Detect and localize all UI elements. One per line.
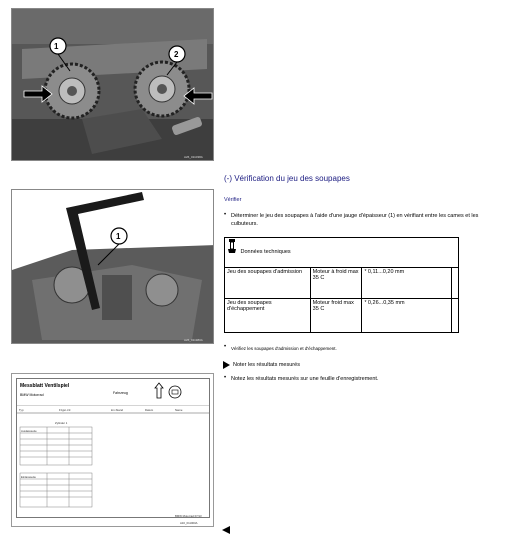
- measurement-sheet-image: [11, 373, 214, 527]
- sheet-frame: [16, 378, 210, 518]
- sheet-grid: [17, 405, 209, 517]
- feeler-gauge-illustration: [12, 190, 214, 344]
- result-arrow-icon: [223, 361, 230, 369]
- back-arrow-icon[interactable]: [222, 526, 230, 534]
- sheet-col-name: Name: [175, 408, 183, 412]
- row-value-intake: 0,11...0,20 mm: [367, 269, 405, 275]
- subheading-check: Vérifier: [224, 197, 242, 203]
- sheet-title: Messblatt Ventilspiel: [20, 383, 70, 389]
- row-cond-exhaust: Moteur froid max 35 C: [310, 299, 362, 333]
- photo-feeler-gauge: [11, 189, 214, 344]
- sheet-col-km: km-Stand: [111, 408, 123, 412]
- row-value-exhaust-cell: [362, 299, 452, 333]
- callout-2: 2: [174, 50, 179, 59]
- sheet-col-vin: Fzgst.-Nr.: [59, 408, 72, 412]
- tech-header: Données techniques: [240, 249, 291, 256]
- sheet-section-exhaust: Auslassseite: [21, 429, 37, 433]
- row-label-intake: Jeu des soupapes d'admission: [225, 268, 311, 299]
- row-mark-exhaust: *: [364, 300, 367, 306]
- sheet-footer-left: BMW Motorrad 07/13: [175, 514, 202, 518]
- sheet-ref-code: A16_011000A: [180, 521, 198, 525]
- row-mark-intake: *: [364, 269, 367, 275]
- row-cond-intake: Moteur à froid max 35 C: [310, 268, 362, 299]
- row-empty-intake: [451, 268, 458, 299]
- note-results: Noter les résultats mesurés: [233, 362, 300, 368]
- row-label-exhaust: Jeu des soupapes d'échappement: [225, 299, 311, 333]
- sheet-subtitle: BMW Motorrad: [20, 393, 44, 397]
- bullet-3: •: [224, 375, 227, 381]
- sheet-col-type: Typ: [19, 408, 24, 412]
- technical-data-table: [224, 237, 459, 333]
- table-row: [225, 268, 459, 299]
- camshaft-illustration: [12, 9, 214, 161]
- photo-ref-code: A26_011038A: [184, 155, 203, 159]
- sheet-col-date: Datum: [145, 408, 154, 412]
- sheet-cylinder: Zylinder 1: [55, 421, 68, 425]
- row-value-intake-cell: [362, 268, 452, 299]
- tech-header-cell: [225, 238, 459, 268]
- photo-camshaft-sprockets: [11, 8, 214, 161]
- note-check-valves: Vérifiez les soupapes d'admission et d'échappement.: [231, 346, 337, 351]
- bullet-2: •: [224, 344, 227, 350]
- table-row: [225, 299, 459, 333]
- note-record-results: Notez les résultats mesurés sur une feuille d'enregistrement.: [231, 376, 379, 382]
- photo-ref-code-gauge: A26_011980A: [184, 338, 203, 342]
- bullet-1: •: [224, 212, 227, 218]
- section-title: (-) Vérification du jeu des soupapes: [224, 174, 350, 183]
- step-measure-clearance: Déterminer le jeu des soupapes à l'aide d'une jauge d'épaisseur (1) en vérifiant entre les cames et les culbuteurs.: [231, 213, 479, 227]
- row-value-exhaust: 0,26...0,35 mm: [367, 300, 405, 306]
- callout-1: 1: [54, 42, 59, 51]
- row-empty-exhaust: [451, 299, 458, 333]
- callout-1-gauge: 1: [116, 232, 121, 241]
- gauge-icon: [227, 239, 237, 253]
- sheet-logo-icon: [153, 382, 189, 400]
- sheet-vehicle-label: Fahrzeug: [113, 391, 128, 395]
- sheet-section-intake: Einlassseite: [21, 475, 36, 479]
